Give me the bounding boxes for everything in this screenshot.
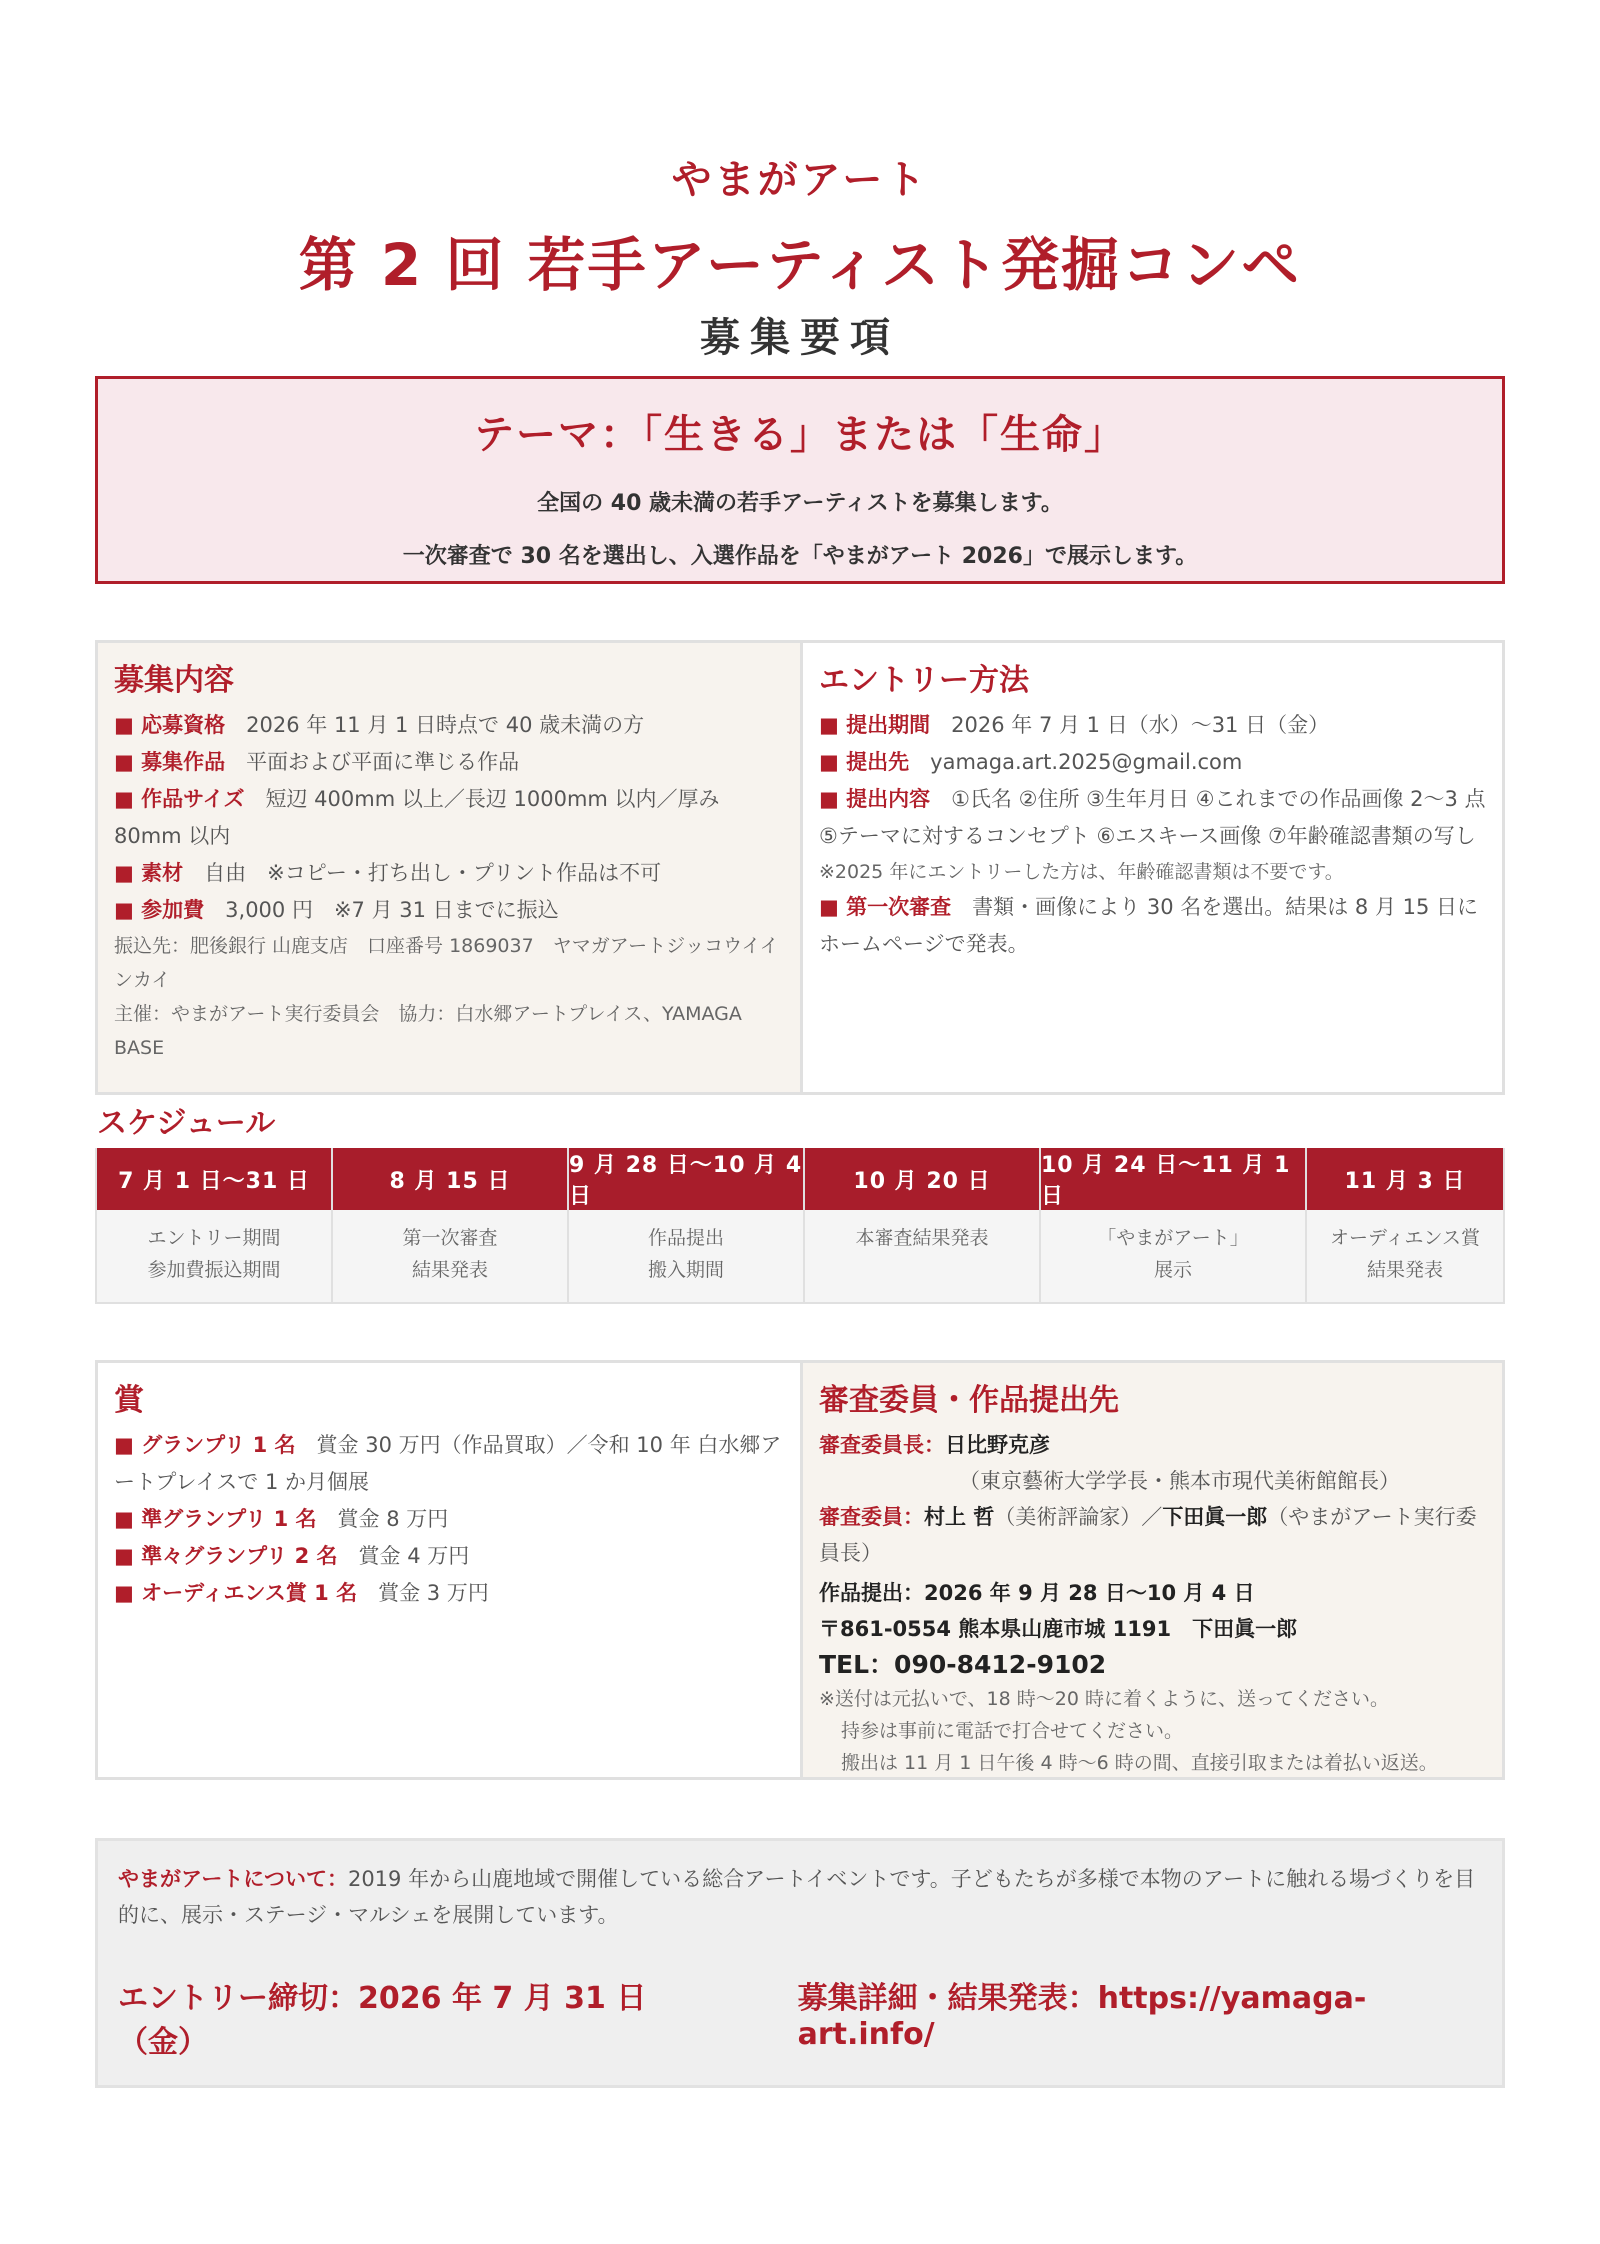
entry-item: ■ 提出期間 2026 年 7 月 1 日（水）〜31 日（金） xyxy=(819,713,1330,737)
schedule-date: 11 月 3 日 xyxy=(1307,1148,1503,1210)
shipping-note: ※送付は元払いで、18 時〜20 時に着くように、送ってください。 xyxy=(819,1688,1389,1710)
schedule-desc: 「やまがアート」 展示 xyxy=(1041,1210,1305,1302)
recruit-panel xyxy=(98,643,800,1092)
brand-name: やまがアート xyxy=(671,157,929,203)
schedule-column xyxy=(569,1148,805,1302)
carry-note: 持参は事前に電話で打合せてください。 xyxy=(841,1720,1184,1742)
theme-title: テーマ：「生きる」または「生命」 xyxy=(474,412,1126,458)
theme-line-2: 一次審査で 30 名を選出し、入選作品を「やまがアート 2026」で展示します。 xyxy=(402,544,1198,569)
schedule-date: 10 月 24 日〜11 月 1 日 xyxy=(1041,1148,1305,1210)
recruit-item: ■ 応募資格 2026 年 11 月 1 日時点で 40 歳未満の方 xyxy=(114,713,645,737)
recruit-heading: 募集内容 xyxy=(114,663,234,698)
prize-item: ■ オーディエンス賞 1 名 賞金 3 万円 xyxy=(114,1581,489,1605)
schedule-date: 10 月 20 日 xyxy=(805,1148,1039,1210)
review-item: ■ 第一次審査 書類・画像により 30 名を選出。結果は 8 月 15 日にホームページで発表。 xyxy=(819,895,1479,956)
pickup-note: 搬出は 11 月 1 日午後 4 時〜6 時の間、直接引取または着払い返送。 xyxy=(841,1752,1438,1774)
schedule-date: 7 月 1 日〜31 日 xyxy=(97,1148,331,1210)
schedule-column xyxy=(333,1148,569,1302)
prizes-judges-section xyxy=(95,1360,1505,1780)
schedule-desc: 作品提出 搬入期間 xyxy=(569,1210,803,1302)
footer-box xyxy=(95,1838,1505,2088)
schedule-desc: オーディエンス賞 結果発表 xyxy=(1307,1210,1503,1302)
entry-item: ■ 提出先 yamaga.art.2025@gmail.com xyxy=(819,750,1243,774)
recruit-item: ■ 素材 自由 ※コピー・打ち出し・プリント作品は不可 xyxy=(114,861,662,885)
schedule-desc: 本審査結果発表 xyxy=(805,1210,1039,1302)
recruit-item: ■ 募集作品 平面および平面に準じる作品 xyxy=(114,750,520,774)
schedule-heading: スケジュール xyxy=(97,1106,276,1141)
recruit-item: ■ 作品サイズ 短辺 400mm 以上／長辺 1000mm 以内／厚み 80mm 以内 xyxy=(114,787,720,848)
schedule-date: 9 月 28 日〜10 月 4 日 xyxy=(569,1148,803,1210)
bank-info: 振込先：肥後銀行 山鹿支店 口座番号 1869037 ヤマガアートジッコウイインカイ xyxy=(114,935,779,991)
prizes-heading: 賞 xyxy=(114,1383,144,1418)
prizes-panel xyxy=(98,1363,800,1777)
schedule-date: 8 月 15 日 xyxy=(333,1148,567,1210)
judges-heading: 審査委員・作品提出先 xyxy=(819,1383,1119,1418)
submit-tel: TEL：090-8412-9102 xyxy=(819,1650,1107,1679)
theme-line-1: 全国の 40 歳未満の若手アーティストを募集します。 xyxy=(537,491,1063,516)
entry-note: ※2025 年にエントリーした方は、年齢確認書類は不要です。 xyxy=(819,861,1344,883)
prize-item: ■ 準グランプリ 1 名 賞金 8 万円 xyxy=(114,1507,449,1531)
schedule-column xyxy=(1041,1148,1307,1302)
judge-chair-title: （東京藝術大学学長・熊本市現代美術館館長） xyxy=(959,1469,1400,1493)
recruit-entry-section xyxy=(95,640,1505,1095)
page-title: 第 2 回 若手アーティスト発掘コンペ xyxy=(298,231,1302,299)
recruit-item: ■ 参加費 3,000 円 ※7 月 31 日までに振込 xyxy=(114,898,559,922)
page-subtitle: 募集要項 xyxy=(700,315,900,361)
deadline-row xyxy=(118,1973,1482,2061)
submit-address: 〒861-0554 熊本県山鹿市城 1191 下田眞一郎 xyxy=(819,1617,1298,1641)
details-link[interactable]: 募集詳細・結果発表：https://yamaga-art.info/ xyxy=(797,1981,1367,2052)
entry-panel xyxy=(803,643,1502,1092)
entry-deadline: エントリー締切：2026 年 7 月 31 日（金） xyxy=(118,1981,647,2060)
schedule-desc: エントリー期間 参加費振込期間 xyxy=(97,1210,331,1302)
schedule-column xyxy=(1307,1148,1503,1302)
entry-heading: エントリー方法 xyxy=(819,663,1029,698)
schedule-column xyxy=(805,1148,1041,1302)
schedule-desc: 第一次審査 結果発表 xyxy=(333,1210,567,1302)
prize-item: ■ グランプリ 1 名 賞金 30 万円（作品買取）／令和 10 年 白水郷アートプレイスで 1 か月個展 xyxy=(114,1433,782,1494)
judges-panel xyxy=(803,1363,1502,1777)
submit-period: 作品提出：2026 年 9 月 28 日〜10 月 4 日 xyxy=(819,1581,1255,1605)
entry-item: ■ 提出内容 ①氏名 ②住所 ③生年月日 ④これまでの作品画像 2〜3 点 ⑤テーマに対するコンセプト ⑥エスキース画像 ⑦年齢確認書類の写し xyxy=(819,787,1486,848)
organizer-info: 主催：やまがアート実行委員会 協力：白水郷アートプレイス、YAMAGA BASE xyxy=(114,1003,742,1059)
judge-members: 審査委員：村上 哲（美術評論家）／下田眞一郎（やまがアート実行委員長） xyxy=(819,1505,1477,1565)
judge-chair: 審査委員長：日比野克彦 xyxy=(819,1433,1050,1457)
theme-box xyxy=(95,376,1505,584)
schedule-column xyxy=(97,1148,333,1302)
about-text: やまがアートについて：2019 年から山鹿地域で開催している総合アートイベントです。子どもたちが多様で本物のアートに触れる場づくりを目的に、展示・ステージ・マルシェを展開しています。 xyxy=(118,1867,1476,1927)
prize-item: ■ 準々グランプリ 2 名 賞金 4 万円 xyxy=(114,1544,470,1568)
email-link[interactable]: yamaga.art.2025@gmail.com xyxy=(930,750,1243,774)
schedule-table xyxy=(95,1148,1505,1304)
